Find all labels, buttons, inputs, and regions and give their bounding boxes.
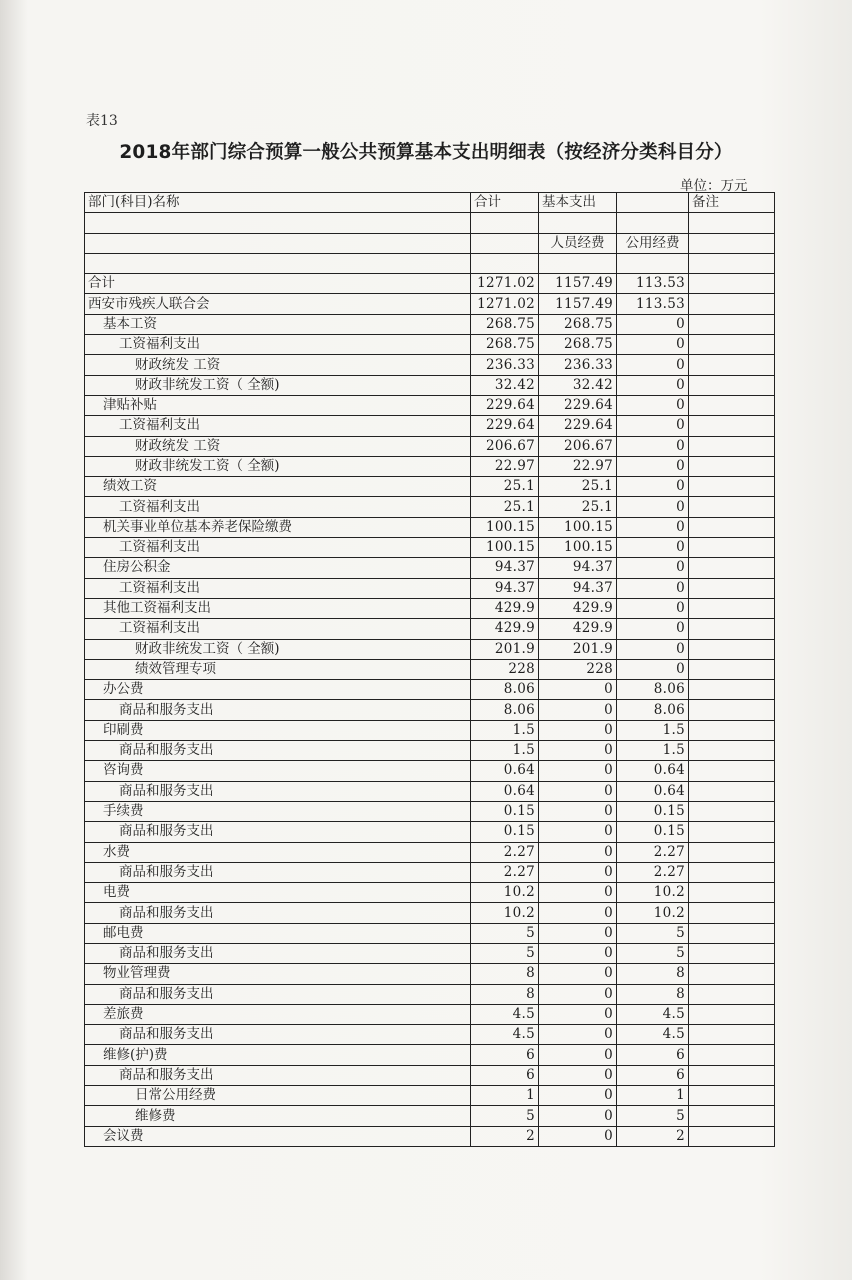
- row-name: 津贴补贴: [85, 395, 471, 415]
- row-personnel: 0: [539, 801, 617, 821]
- row-remarks: [689, 436, 775, 456]
- row-total: 268.75: [471, 335, 539, 355]
- row-name: 住房公积金: [85, 558, 471, 578]
- row-remarks: [689, 456, 775, 476]
- row-personnel: 94.37: [539, 558, 617, 578]
- row-total: 6: [471, 1045, 539, 1065]
- row-total: 268.75: [471, 314, 539, 334]
- row-personnel: 229.64: [539, 395, 617, 415]
- table-row: [85, 883, 775, 903]
- table-row: [85, 1045, 775, 1065]
- row-name: 财政非统发工资（ 全额): [85, 375, 471, 395]
- table-row: [85, 497, 775, 517]
- row-personnel: 0: [539, 1086, 617, 1106]
- row-remarks: [689, 558, 775, 578]
- row-name: 商品和服务支出: [85, 822, 471, 842]
- row-total: 429.9: [471, 619, 539, 639]
- row-personnel: 268.75: [539, 335, 617, 355]
- row-public: 10.2: [617, 903, 689, 923]
- row-total: 229.64: [471, 395, 539, 415]
- row-remarks: [689, 314, 775, 334]
- row-name: 电费: [85, 883, 471, 903]
- row-total: 2.27: [471, 862, 539, 882]
- row-personnel: 0: [539, 781, 617, 801]
- row-total: 100.15: [471, 538, 539, 558]
- row-remarks: [689, 1126, 775, 1146]
- row-name: 基本工资: [85, 314, 471, 334]
- row-remarks: [689, 862, 775, 882]
- row-personnel: 429.9: [539, 598, 617, 618]
- row-personnel: 429.9: [539, 619, 617, 639]
- row-total: 8: [471, 964, 539, 984]
- table-row: [85, 1126, 775, 1146]
- row-total: 1.5: [471, 741, 539, 761]
- row-remarks: [689, 781, 775, 801]
- budget-table: [84, 192, 775, 1147]
- row-total: 206.67: [471, 436, 539, 456]
- row-name: 邮电费: [85, 923, 471, 943]
- row-personnel: 0: [539, 761, 617, 781]
- row-name: 维修(护)费: [85, 1045, 471, 1065]
- row-total: 0.15: [471, 822, 539, 842]
- row-remarks: [689, 274, 775, 294]
- row-personnel: 0: [539, 680, 617, 700]
- row-public: 0: [617, 639, 689, 659]
- row-total: 229.64: [471, 416, 539, 436]
- table-row: [85, 822, 775, 842]
- row-personnel: 0: [539, 923, 617, 943]
- table-row: [85, 964, 775, 984]
- row-remarks: [689, 395, 775, 415]
- row-personnel: 0: [539, 1106, 617, 1126]
- row-name: 水费: [85, 842, 471, 862]
- table-row: [85, 619, 775, 639]
- row-name: 财政统发 工资: [85, 355, 471, 375]
- table-row: [85, 700, 775, 720]
- row-total: 4.5: [471, 1004, 539, 1024]
- table-row: [85, 538, 775, 558]
- row-personnel: 0: [539, 984, 617, 1004]
- header-row-2: [85, 213, 775, 233]
- table-row: [85, 801, 775, 821]
- table-row: [85, 517, 775, 537]
- row-name: 财政非统发工资（ 全额): [85, 456, 471, 476]
- row-personnel: 0: [539, 700, 617, 720]
- table-row: [85, 842, 775, 862]
- row-public: 0: [617, 314, 689, 334]
- row-total: 429.9: [471, 598, 539, 618]
- row-remarks: [689, 680, 775, 700]
- table-row: [85, 903, 775, 923]
- row-total: 25.1: [471, 497, 539, 517]
- row-total: 1: [471, 1086, 539, 1106]
- row-name: 商品和服务支出: [85, 903, 471, 923]
- row-public: 0: [617, 598, 689, 618]
- row-remarks: [689, 720, 775, 740]
- table-row: [85, 984, 775, 1004]
- table-row: [85, 1004, 775, 1024]
- row-public: 6: [617, 1065, 689, 1085]
- table-row: [85, 1106, 775, 1126]
- row-personnel: 268.75: [539, 314, 617, 334]
- row-total: 6: [471, 1065, 539, 1085]
- row-remarks: [689, 700, 775, 720]
- row-name: 商品和服务支出: [85, 781, 471, 801]
- row-personnel: 229.64: [539, 416, 617, 436]
- row-personnel: 0: [539, 741, 617, 761]
- row-remarks: [689, 984, 775, 1004]
- header-name: 部门(科目)名称: [85, 193, 471, 213]
- header-row-3: [85, 233, 775, 253]
- row-remarks: [689, 355, 775, 375]
- row-personnel: 94.37: [539, 578, 617, 598]
- row-personnel: 0: [539, 1065, 617, 1085]
- row-name: 物业管理费: [85, 964, 471, 984]
- row-name: 商品和服务支出: [85, 700, 471, 720]
- row-name: 绩效工资: [85, 477, 471, 497]
- row-name: 工资福利支出: [85, 619, 471, 639]
- row-remarks: [689, 639, 775, 659]
- table-row: [85, 680, 775, 700]
- table-row: [85, 1086, 775, 1106]
- table-row: [85, 720, 775, 740]
- row-name: 工资福利支出: [85, 538, 471, 558]
- row-personnel: 0: [539, 1126, 617, 1146]
- row-remarks: [689, 1065, 775, 1085]
- table-row: [85, 456, 775, 476]
- row-remarks: [689, 578, 775, 598]
- row-public: 0: [617, 477, 689, 497]
- row-name: 手续费: [85, 801, 471, 821]
- row-public: 113.53: [617, 274, 689, 294]
- row-total: 2.27: [471, 842, 539, 862]
- row-personnel: 0: [539, 964, 617, 984]
- table-row: [85, 395, 775, 415]
- table-row: [85, 314, 775, 334]
- header-row-1: [85, 193, 775, 213]
- row-remarks: [689, 1004, 775, 1024]
- row-personnel: 0: [539, 943, 617, 963]
- row-name: 咨询费: [85, 761, 471, 781]
- row-remarks: [689, 741, 775, 761]
- table-row: [85, 294, 775, 314]
- row-total: 8.06: [471, 700, 539, 720]
- row-personnel: 25.1: [539, 477, 617, 497]
- row-total: 8: [471, 984, 539, 1004]
- row-name: 商品和服务支出: [85, 1025, 471, 1045]
- row-remarks: [689, 619, 775, 639]
- row-name: 商品和服务支出: [85, 862, 471, 882]
- row-personnel: 236.33: [539, 355, 617, 375]
- row-public: 113.53: [617, 294, 689, 314]
- row-name: 办公费: [85, 680, 471, 700]
- row-name: 财政统发 工资: [85, 436, 471, 456]
- row-personnel: 0: [539, 842, 617, 862]
- row-total: 236.33: [471, 355, 539, 375]
- row-public: 2: [617, 1126, 689, 1146]
- row-remarks: [689, 598, 775, 618]
- row-total: 1.5: [471, 720, 539, 740]
- page-title: 2018年部门综合预算一般公共预算基本支出明细表（按经济分类科目分）: [119, 142, 733, 163]
- table-row: [85, 598, 775, 618]
- row-name: 工资福利支出: [85, 335, 471, 355]
- row-personnel: 206.67: [539, 436, 617, 456]
- row-public: 0: [617, 416, 689, 436]
- row-remarks: [689, 903, 775, 923]
- row-public: 0.64: [617, 781, 689, 801]
- row-name: 财政非统发工资（ 全额): [85, 639, 471, 659]
- row-personnel: 25.1: [539, 497, 617, 517]
- row-remarks: [689, 883, 775, 903]
- row-total: 0.64: [471, 781, 539, 801]
- row-public: 2.27: [617, 842, 689, 862]
- row-public: 8: [617, 984, 689, 1004]
- row-name: 其他工资福利支出: [85, 598, 471, 618]
- row-total: 5: [471, 1106, 539, 1126]
- row-public: 1: [617, 1086, 689, 1106]
- row-personnel: 100.15: [539, 538, 617, 558]
- row-remarks: [689, 1025, 775, 1045]
- row-public: 6: [617, 1045, 689, 1065]
- row-total: 0.64: [471, 761, 539, 781]
- row-remarks: [689, 335, 775, 355]
- row-name: 商品和服务支出: [85, 943, 471, 963]
- header-remarks: 备注: [689, 193, 775, 213]
- row-name: 机关事业单位基本养老保险缴费: [85, 517, 471, 537]
- row-remarks: [689, 416, 775, 436]
- unit-label: 单位：万元: [680, 178, 748, 194]
- row-personnel: 22.97: [539, 456, 617, 476]
- budget-table-body: [85, 193, 775, 1147]
- table-row: [85, 375, 775, 395]
- header-public: 公用经费: [617, 233, 689, 253]
- row-remarks: [689, 943, 775, 963]
- row-name: 西安市残疾人联合会: [85, 294, 471, 314]
- table-row: [85, 436, 775, 456]
- table-row: [85, 416, 775, 436]
- row-public: 0: [617, 558, 689, 578]
- row-public: 0: [617, 497, 689, 517]
- row-public: 8.06: [617, 680, 689, 700]
- row-total: 22.97: [471, 456, 539, 476]
- row-remarks: [689, 294, 775, 314]
- row-total: 100.15: [471, 517, 539, 537]
- row-public: 0: [617, 659, 689, 679]
- header-personnel: 人员经费: [539, 233, 617, 253]
- row-personnel: 201.9: [539, 639, 617, 659]
- row-public: 0: [617, 456, 689, 476]
- row-remarks: [689, 477, 775, 497]
- row-name: 合计: [85, 274, 471, 294]
- row-remarks: [689, 964, 775, 984]
- row-remarks: [689, 1086, 775, 1106]
- row-public: 0: [617, 517, 689, 537]
- row-total: 8.06: [471, 680, 539, 700]
- table-row: [85, 1025, 775, 1045]
- row-personnel: 1157.49: [539, 294, 617, 314]
- row-public: 0.15: [617, 801, 689, 821]
- row-name: 工资福利支出: [85, 578, 471, 598]
- row-public: 8: [617, 964, 689, 984]
- table-row: [85, 355, 775, 375]
- row-public: 0: [617, 335, 689, 355]
- table-row: [85, 477, 775, 497]
- row-name: 差旅费: [85, 1004, 471, 1024]
- row-public: 0: [617, 578, 689, 598]
- row-total: 5: [471, 923, 539, 943]
- row-total: 228: [471, 659, 539, 679]
- row-name: 商品和服务支出: [85, 984, 471, 1004]
- row-total: 10.2: [471, 903, 539, 923]
- row-public: 8.06: [617, 700, 689, 720]
- row-public: 4.5: [617, 1025, 689, 1045]
- row-name: 工资福利支出: [85, 497, 471, 517]
- row-public: 5: [617, 923, 689, 943]
- row-public: 0.64: [617, 761, 689, 781]
- row-total: 94.37: [471, 558, 539, 578]
- row-total: 0.15: [471, 801, 539, 821]
- row-personnel: 228: [539, 659, 617, 679]
- row-total: 10.2: [471, 883, 539, 903]
- row-name: 印刷费: [85, 720, 471, 740]
- row-personnel: 0: [539, 720, 617, 740]
- row-name: 维修费: [85, 1106, 471, 1126]
- table-row: [85, 943, 775, 963]
- row-total: 1271.02: [471, 294, 539, 314]
- row-name: 会议费: [85, 1126, 471, 1146]
- table-row: [85, 761, 775, 781]
- row-public: 10.2: [617, 883, 689, 903]
- row-remarks: [689, 801, 775, 821]
- table-row: [85, 923, 775, 943]
- row-name: 绩效管理专项: [85, 659, 471, 679]
- row-public: 0: [617, 355, 689, 375]
- row-personnel: 0: [539, 1045, 617, 1065]
- header-basic-blank: [617, 193, 689, 213]
- row-personnel: 0: [539, 903, 617, 923]
- row-personnel: 0: [539, 1004, 617, 1024]
- row-name: 工资福利支出: [85, 416, 471, 436]
- row-public: 0: [617, 619, 689, 639]
- row-total: 4.5: [471, 1025, 539, 1045]
- table-row: [85, 862, 775, 882]
- row-public: 5: [617, 943, 689, 963]
- row-total: 201.9: [471, 639, 539, 659]
- row-total: 32.42: [471, 375, 539, 395]
- table-number: 表13: [86, 113, 118, 129]
- row-personnel: 0: [539, 1025, 617, 1045]
- row-personnel: 100.15: [539, 517, 617, 537]
- row-public: 1.5: [617, 720, 689, 740]
- row-remarks: [689, 517, 775, 537]
- row-public: 4.5: [617, 1004, 689, 1024]
- row-personnel: 0: [539, 883, 617, 903]
- row-name: 日常公用经费: [85, 1086, 471, 1106]
- row-total: 94.37: [471, 578, 539, 598]
- row-public: 0.15: [617, 822, 689, 842]
- row-remarks: [689, 761, 775, 781]
- row-remarks: [689, 538, 775, 558]
- table-row: [85, 639, 775, 659]
- table-row: [85, 274, 775, 294]
- row-remarks: [689, 822, 775, 842]
- row-remarks: [689, 923, 775, 943]
- row-personnel: 32.42: [539, 375, 617, 395]
- row-remarks: [689, 842, 775, 862]
- row-personnel: 1157.49: [539, 274, 617, 294]
- row-total: 2: [471, 1126, 539, 1146]
- header-row-4: [85, 253, 775, 273]
- row-remarks: [689, 1045, 775, 1065]
- row-personnel: 0: [539, 862, 617, 882]
- table-row: [85, 558, 775, 578]
- table-row: [85, 659, 775, 679]
- row-public: 0: [617, 395, 689, 415]
- row-remarks: [689, 497, 775, 517]
- header-basic: 基本支出: [539, 193, 617, 213]
- row-public: 0: [617, 538, 689, 558]
- row-personnel: 0: [539, 822, 617, 842]
- table-row: [85, 741, 775, 761]
- row-public: 0: [617, 375, 689, 395]
- table-row: [85, 578, 775, 598]
- row-remarks: [689, 1106, 775, 1126]
- row-remarks: [689, 659, 775, 679]
- row-total: 5: [471, 943, 539, 963]
- row-public: 1.5: [617, 741, 689, 761]
- table-row: [85, 1065, 775, 1085]
- row-public: 0: [617, 436, 689, 456]
- header-total: 合计: [471, 193, 539, 213]
- row-total: 25.1: [471, 477, 539, 497]
- row-remarks: [689, 375, 775, 395]
- row-total: 1271.02: [471, 274, 539, 294]
- table-row: [85, 335, 775, 355]
- table-row: [85, 781, 775, 801]
- row-public: 2.27: [617, 862, 689, 882]
- row-name: 商品和服务支出: [85, 741, 471, 761]
- row-public: 5: [617, 1106, 689, 1126]
- row-name: 商品和服务支出: [85, 1065, 471, 1085]
